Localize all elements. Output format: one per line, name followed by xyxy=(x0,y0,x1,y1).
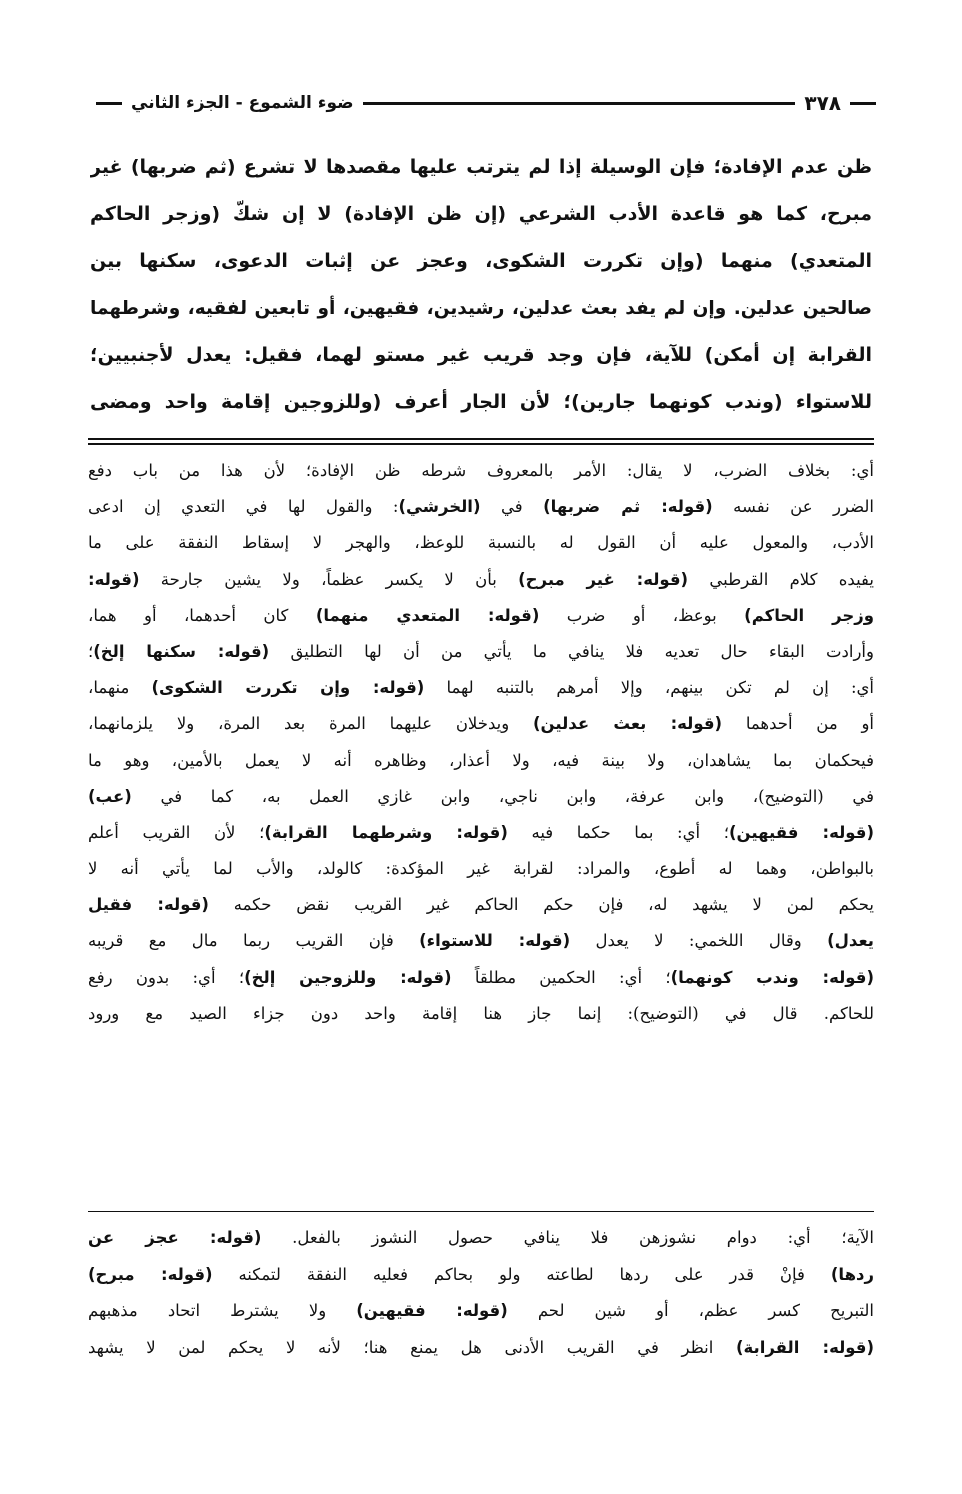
main-text-line: ظن عدم الإفادة؛ فإن الوسيلة إذا لم يترتب عليها مقصدها لا تشرع (ثم ضربها) غير xyxy=(90,156,872,178)
commentary-line xyxy=(88,670,874,706)
quoted-heading: (قوله: مبرح) xyxy=(88,1264,213,1284)
commentary-text: ؛ أي: الحكمين مطلقاً xyxy=(451,967,671,987)
commentary-text: فيحكمان بما يشاهدان، ولا بينة فيه، ولا أعذار، وظاهره أنه لا يعمل بالأمين، وهو ما xyxy=(88,750,874,770)
main-text-line: المتعدي) منهما (وإن تكررت الشكوى، وعجز عن إثبات الدعوى، سكنها بين xyxy=(90,250,872,272)
main-text xyxy=(90,144,872,426)
header-dash-right xyxy=(850,102,876,105)
lower-notes xyxy=(88,1220,874,1366)
commentary-line xyxy=(88,706,874,742)
commentary-text: في (التوضيح)، وابن عرفة، وابن ناجي، وابن غازي العمل به، كما في xyxy=(131,786,874,806)
quoted-heading: (قوله: بعث عدلين) xyxy=(532,714,723,734)
commentary-line xyxy=(88,923,874,959)
commentary-text: أو من أحدهما xyxy=(722,714,874,734)
quoted-heading: (قوله: فقيهين) xyxy=(356,1301,508,1321)
commentary-line xyxy=(88,815,874,851)
quoted-heading: (قوله: للاستواء) xyxy=(419,931,571,951)
commentary-text: بوعظ، أو ضرب xyxy=(539,605,745,625)
header-dash-left xyxy=(96,102,122,105)
commentary-text: : والقول لها في التعدي إن ادعى xyxy=(88,497,399,517)
commentary-line xyxy=(88,489,874,525)
commentary-text: انظر في القريب الأدنى هل يمنع هنا؛ لأنه لا يحكم لمن لا يشهد xyxy=(88,1337,736,1357)
commentary-line xyxy=(88,598,874,634)
main-text-line: صالحين عدلين. وإن لم يفد بعث عدلين، رشيدين، فقيهين، أو تابعين لفقيه، وشرطهما xyxy=(90,298,872,319)
commentary-text: يحكم لمن لا يشهد له، فإن حكم الحاكم غير القريب نقض حكمه xyxy=(208,895,874,915)
book-title: ضوء الشموع - الجزء الثاني xyxy=(131,93,354,113)
commentary-text: بأن لا يكسر عظماً، ولا يشين جارحة xyxy=(139,569,519,589)
commentary-line xyxy=(88,634,874,670)
quoted-heading: (قوله: المتعدي منهما) xyxy=(315,605,540,625)
commentary-text: كان أحدهما، أو هما، xyxy=(88,605,316,625)
page-number: ٣٧٨ xyxy=(804,91,841,115)
commentary-line xyxy=(88,779,874,815)
quoted-heading: (قوله: xyxy=(88,569,140,589)
commentary-text: فإنْ قدر على ردها لطاعته ولو بحاكم فعليه النفقة لتمكنه xyxy=(212,1264,831,1284)
quoted-heading: ردها) xyxy=(830,1264,874,1284)
commentary-text: ؛ أي: بما حكما فيه xyxy=(507,822,729,842)
quoted-heading: (قوله: وإن تكررت الشكوى) xyxy=(151,678,425,698)
commentary-line xyxy=(88,996,874,1032)
commentary-text: بالبواطن، وهما له أطوع، والمراد: لقرابة غير المؤكدة: كالولد، والأب لما يأتي أنه لا xyxy=(88,859,874,879)
commentary-text: وأرادت البقاء حال تعديه فلا ينافي ما يأتي من أن لها التطليق xyxy=(269,641,874,661)
main-text-line: القرابة إن أمكن) للآية، فإن وجد قريب غير مستو لهما، فقيل: يعدل لأجنبيين؛ xyxy=(90,344,872,366)
commentary-text: ولا يشترط اتحاد مذهبهم xyxy=(88,1301,357,1321)
commentary xyxy=(88,453,874,1032)
quoted-heading: (الخرشي) xyxy=(398,497,481,517)
quoted-heading: وزجر الحاكم) xyxy=(744,605,874,625)
commentary-text: أي: إن لم تكن بينهم، وإلا أمرهم بالتنبه لهما xyxy=(424,678,874,698)
commentary-line xyxy=(88,743,874,779)
commentary-text: الضرر عن نفسه xyxy=(712,497,874,517)
commentary-text: منهما، xyxy=(88,678,152,698)
quoted-heading: (قوله: ثم ضربها) xyxy=(543,497,713,517)
quoted-heading: (قوله: وللزوجين إلخ) xyxy=(244,967,452,987)
quoted-heading: (قوله: وندب كونهما) xyxy=(670,967,874,987)
notes-line xyxy=(88,1330,874,1367)
main-text-line: مبرح، كما هو قاعدة الأدب الشرعي (إن ظن الإفادة) لا إن شكّ (وزجر الحاكم xyxy=(90,203,872,225)
commentary-line xyxy=(88,525,874,561)
commentary-text: فإن القريب ربما مال مع قريبه xyxy=(88,931,420,951)
commentary-text: الآية؛ أي: دوام نشوزهن فلا ينافي حصول النشوز بالفعل. xyxy=(261,1228,874,1247)
commentary-text: ؛ xyxy=(88,641,94,661)
notes-line xyxy=(88,1293,874,1330)
commentary-text: للحاكم. قال في (التوضيح): إنما جاز هنا إقامة واحد دون جزاء الصيد مع ورود xyxy=(88,1003,874,1023)
commentary-line xyxy=(88,453,874,489)
commentary-text: ؛ لأن القريب أعلم xyxy=(88,822,265,842)
commentary-text: يفيده كلام القرطبي xyxy=(688,569,874,589)
commentary-text: ويدخلان عليهما المرة بعد المرة، ولا يلزمانهما، xyxy=(88,714,533,734)
quoted-heading: (قوله: غير مبرح) xyxy=(518,569,689,589)
commentary-line xyxy=(88,851,874,887)
running-header xyxy=(96,88,876,118)
commentary-text: الأدب، والمعول عليه أن القول له بالنسبة للوعظ، والهجر لا إسقاط النفقة على ما xyxy=(88,533,874,553)
header-rule xyxy=(363,102,796,105)
quoted-heading: (قوله: سكنها إلخ) xyxy=(93,641,270,661)
commentary-line xyxy=(88,887,874,923)
quoted-heading: (قوله: القرابة) xyxy=(735,1337,874,1357)
main-text-line: للاستواء (وندب كونهما جارين)؛ لأن الجار أعرف (وللزوجين إقامة واحد ومضى xyxy=(90,391,872,413)
quoted-heading: (قوله: فقيهين) xyxy=(728,822,874,842)
quoted-heading: (عب) xyxy=(88,786,132,806)
notes-line xyxy=(88,1257,874,1294)
quoted-heading: يعدل) xyxy=(827,931,874,951)
commentary-text: التبريح كسر عظم، أو شين لحم xyxy=(507,1301,874,1321)
notes-separator xyxy=(88,1211,874,1212)
commentary-text: وقال اللخمي: لا يعدل xyxy=(570,931,828,951)
commentary-text: في xyxy=(480,497,544,517)
commentary-text: ؛ أي: بدون رفع xyxy=(88,967,245,987)
commentary-line xyxy=(88,960,874,996)
notes-line xyxy=(88,1220,874,1257)
commentary-line xyxy=(88,562,874,598)
commentary-text: أي: بخلاف الضرب، لا يقال: الأمر بالمعروف شرطه ظن الإفادة؛ لأن هذا من باب دفع xyxy=(88,461,874,480)
quoted-heading: (قوله: فقيل xyxy=(88,895,209,915)
quoted-heading: (قوله: وشرطهما القرابة) xyxy=(264,822,508,842)
quoted-heading: (قوله: عجز عن xyxy=(88,1228,262,1247)
main-text-separator xyxy=(88,438,874,445)
